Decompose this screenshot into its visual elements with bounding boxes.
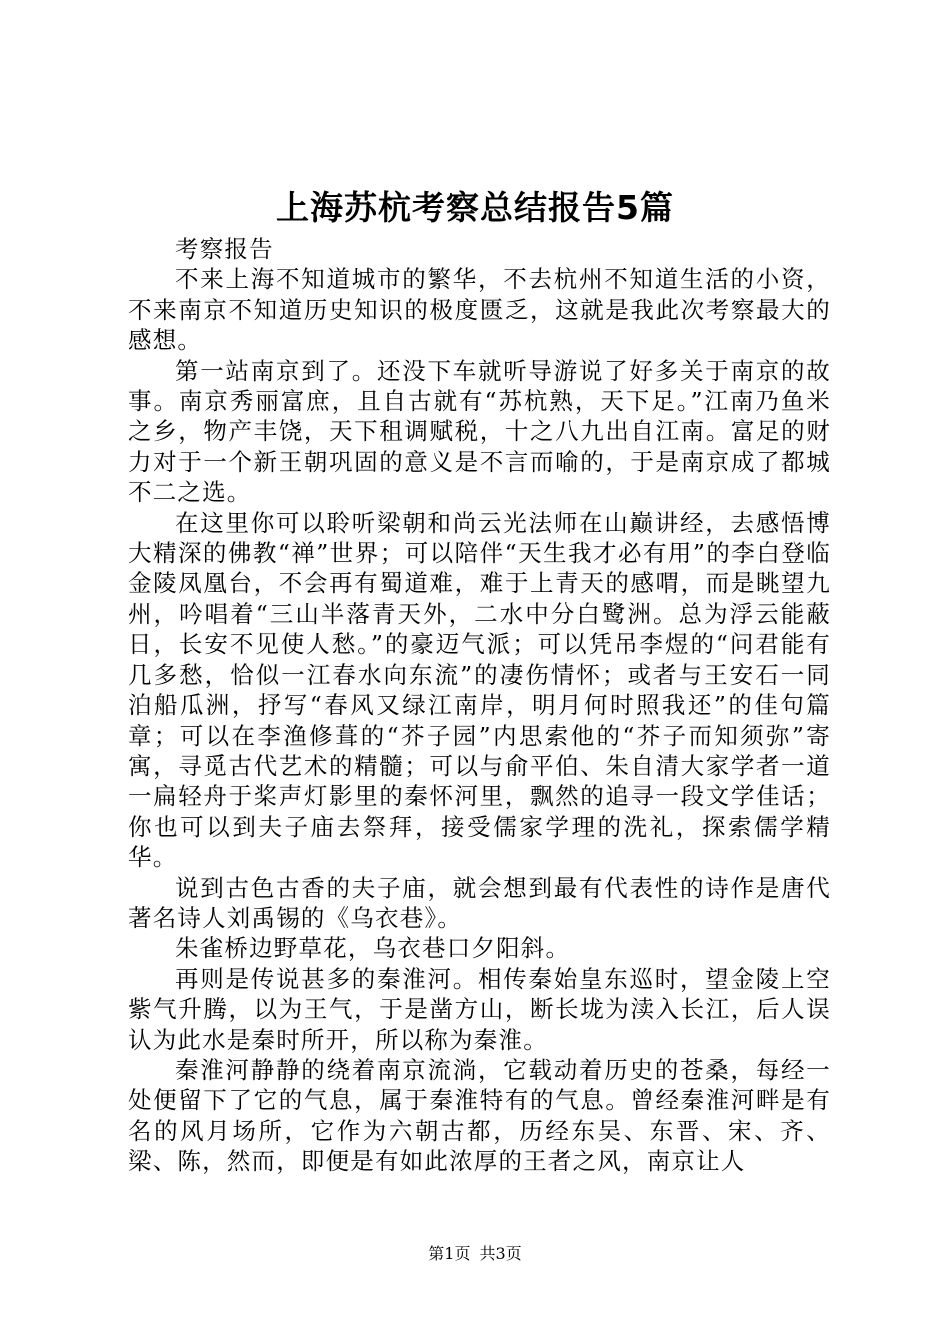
paragraph: 再则是传说甚多的秦淮河。相传秦始皇东巡时，望金陵上空紫气升腾，以为王气，于是凿方山，断长垅为渎入长江，后人误认为此水是秦时所开，所以称为秦淮。: [128, 964, 831, 1054]
page-footer: 第1页 共3页: [428, 1244, 522, 1263]
document-body: [128, 234, 831, 1177]
paragraph: 在这里你可以聆听梁朝和尚云光法师在山巅讲经，去感悟博大精深的佛教“禅”世界；可以陪伴“天生我才必有用”的李白登临金陵凤凰台，不会再有蜀道难，难于上青天的感喟，而是眺望九州，吟唱着“三山半落青天外，二水中分白鹭洲。总为浮云能蔽日，长安不见使人愁。”的豪迈气派；可以凭吊李煜的“问君能有几多愁，恰似一江春水向东流”的凄伤情怀；或者与王安石一同泊船瓜洲，抒写“春风又绿江南岸，明月何时照我还”的佳句篇章；可以在李渔修葺的“芥子园”内思索他的“芥子而知须弥”寄寓，寻觅古代艺术的精髓；可以与俞平伯、朱自清大家学者一道一扁轻舟于桨声灯影里的秦怀河里，飘然的追寻一段文学佳话；你也可以到夫子庙去祭拜，接受儒家学理的洗礼，探索儒学精华。: [128, 508, 831, 872]
paragraph: 不来上海不知道城市的繁华，不去杭州不知道生活的小资，不来南京不知道历史知识的极度匮乏，这就是我此次考察最大的感想。: [128, 265, 831, 355]
paragraph: 说到古色古香的夫子庙，就会想到最有代表性的诗作是唐代著名诗人刘禹锡的《乌衣巷》。: [128, 873, 831, 932]
paragraph: 秦淮河静静的绕着南京流淌，它载动着历史的苍桑，每经一处便留下了它的气息，属于秦淮特有的气息。曾经秦淮河畔是有名的风月场所，它作为六朝古都，历经东吴、东晋、宋、齐、梁、陈，然而，即便是有如此浓厚的王者之风，南京让人: [128, 1055, 831, 1176]
poem-line: 朱雀桥边野草花，乌衣巷口夕阳斜。: [175, 934, 571, 963]
paragraph-heading: 考察报告: [175, 235, 274, 263]
paragraph: 第一站南京到了。还没下车就听导游说了好多关于南京的故事。南京秀丽富庶，且自古就有“苏杭熟，天下足。”江南乃鱼米之乡，物产丰饶，天下租调赋税，十之八九出自江南。富足的财力对于一个新王朝巩固的意义是不言而喻的，于是南京成了都城不二之选。: [128, 356, 831, 507]
page-title: 上海苏杭考察总结报告5篇: [276, 188, 674, 227]
